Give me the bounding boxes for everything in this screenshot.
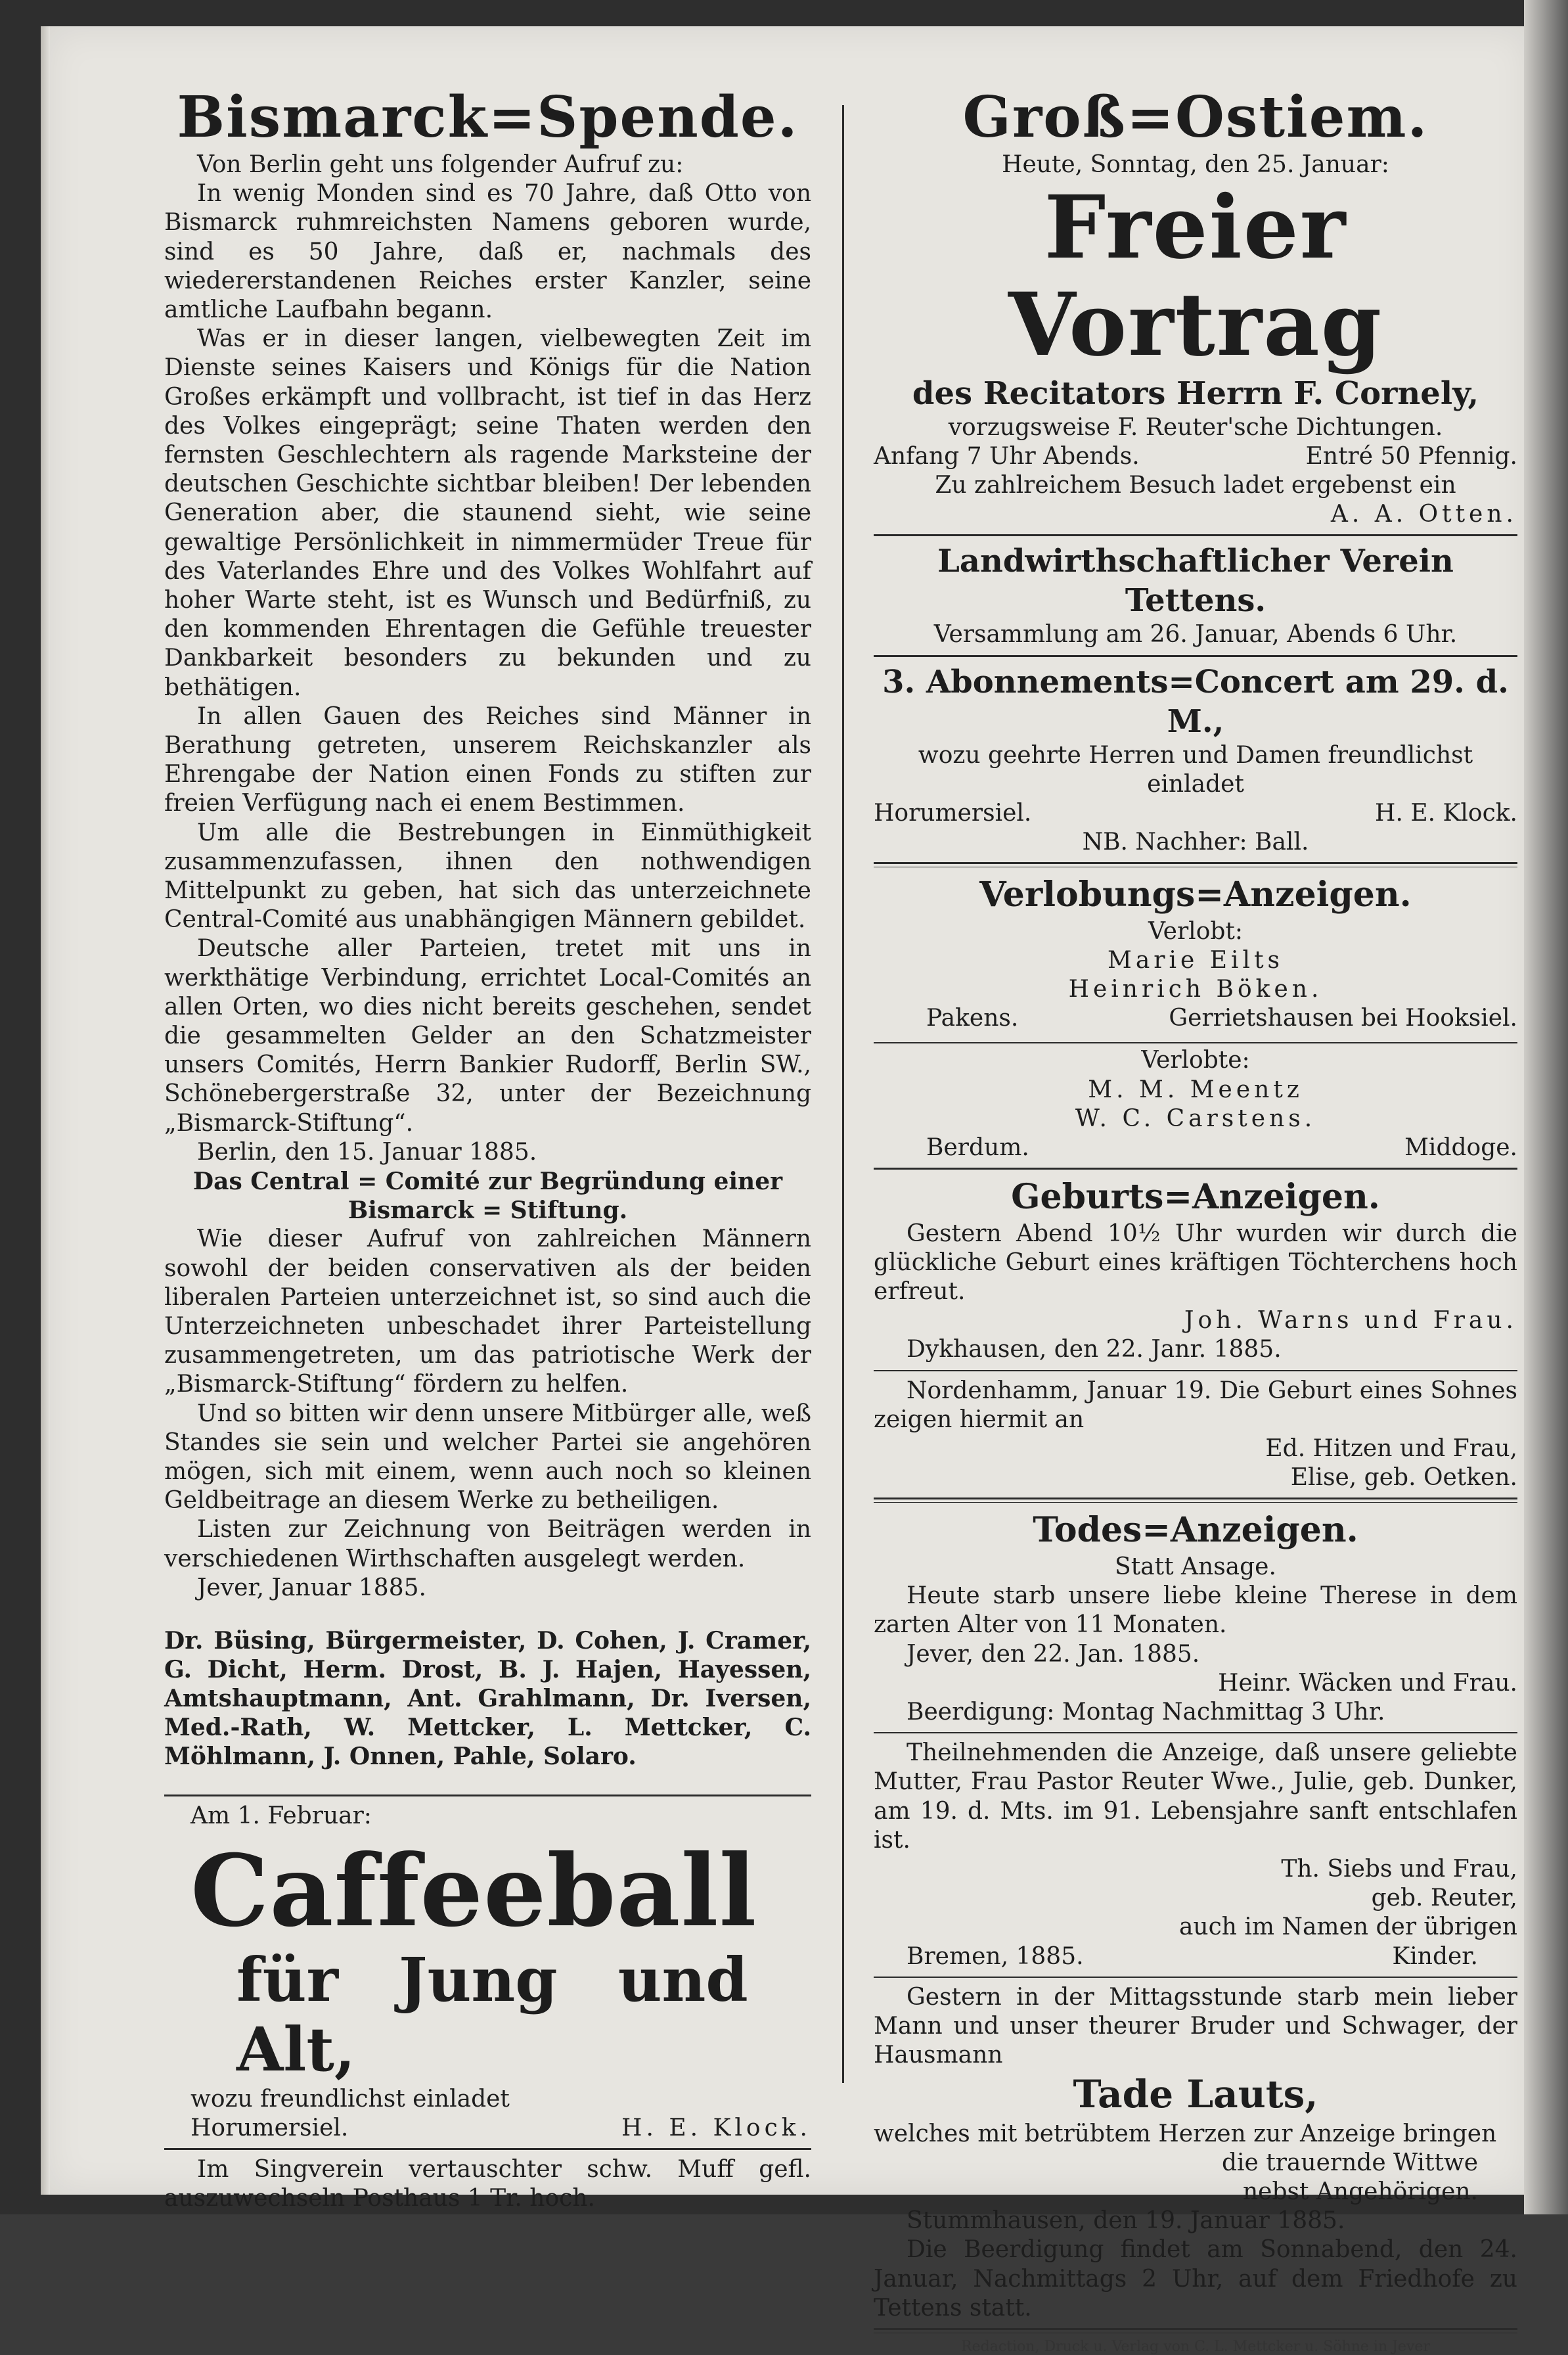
tod-3-names-2: nebst Angehörigen.: [1242, 2178, 1478, 2206]
divider: [164, 1795, 811, 1796]
divider: [874, 862, 1517, 867]
geburt-1-names: Joh. Warns und Frau.: [1184, 1307, 1517, 1335]
verlobte-places: [874, 1133, 1517, 1162]
verlobt-name-2: Heinrich Böken.: [1068, 976, 1323, 1003]
imprint-footer: Redaction, Druck u. Verlag von C. L. Mettcker u. Söhne in Jever: [961, 2339, 1430, 2355]
tod-2-names-2: geb. Reuter,: [1371, 1885, 1517, 1912]
divider: [874, 1498, 1517, 1503]
signers-list: Dr. Büsing, Bürgermeister, D. Cohen, J. Cramer, G. Dicht, Herm. Drost, B. J. Hajen, Hayessen, Amtshauptmann, Ant. Grahlmann, Dr. Iversen, Med.-Rath, W. Mettcker, L. Mettcker, C. Möhlmann, J. Onnen, Pahle, Solaro.: [164, 1627, 811, 1771]
ball-date: Am 1. Februar:: [190, 1802, 372, 1830]
tod-1-date: Jever, den 22. Jan. 1885.: [907, 1640, 1200, 1668]
todes-title: Todes=Anzeigen.: [1033, 1510, 1358, 1551]
ball-host: H. E. Klock.: [621, 2115, 811, 2142]
divider: [164, 2148, 811, 2150]
page-edge-right: [1524, 0, 1568, 2214]
tod-2-kinder: Kinder.: [1392, 1942, 1478, 1970]
left-column: [164, 85, 811, 2213]
tod-3-names-1: die trauernde Wittwe: [1221, 2149, 1478, 2176]
tod-3-beerdigung: Die Beerdigung findet am Sonnabend, den 24. Januar, Nachmittags 2 Uhr, auf dem Friedhofe zu Tettens statt.: [874, 2236, 1517, 2321]
ball-invite: wozu freundlichst einladet: [190, 2085, 510, 2113]
nb-line: NB. Nachher: Ball.: [1082, 828, 1309, 856]
geburt-2-names-1: Ed. Hitzen und Frau,: [1265, 1435, 1517, 1462]
verlobte-place-left: Berdum.: [926, 1133, 1029, 1161]
tod-2-names-3: auch im Namen der übrigen: [1178, 1913, 1517, 1941]
verlobt-place-left: Pakens.: [926, 1005, 1019, 1032]
gross-ostiem-title: Groß=Ostiem.: [962, 84, 1429, 150]
berlin-date: Berlin, den 15. Januar 1885.: [197, 1138, 537, 1166]
divider: [874, 1168, 1517, 1170]
right-column: [874, 85, 1517, 2355]
divider: [874, 1732, 1517, 1733]
paragraph-3: In allen Gauen des Reiches sind Männer in Berathung getreten, unserem Reichskanzler als Ehrengabe der Nation einen Fonds zu stiften zur freien Verfügung nach ei enem Bestimmen.: [164, 702, 811, 817]
verlobt-label: Verlobt:: [1148, 917, 1243, 945]
tod-2-text: Theilnehmenden die Anzeige, daß unsere geliebte Mutter, Frau Pastor Reuter Wwe., Julie, geb. Dunker, am 19. d. Mts. im 91. Lebensjahre sanft entschlafen ist.: [874, 1739, 1517, 1854]
tod-2-place: Bremen, 1885.: [907, 1942, 1084, 1970]
tod-1-text: Heute starb unsere liebe kleine Therese in dem zarten Alter von 11 Monaten.: [874, 1582, 1517, 1639]
tod-3-date: Stummhausen, den 19. Januar 1885.: [907, 2207, 1345, 2235]
tod-2-footer: [874, 1942, 1517, 1971]
concert-row: [874, 799, 1517, 828]
jever-date: Jever, Januar 1885.: [197, 1574, 426, 1601]
verlobt-name-1: Marie Eilts: [1107, 946, 1284, 974]
paragraph-1: In wenig Monden sind es 70 Jahre, daß Otto von Bismarck ruhmreichsten Namens geboren wurde, sind es 50 Jahre, daß er, nachmals des wiedererstandenen Reiches erster Kanzler, seine amtliche Laufbahn begann.: [164, 180, 811, 323]
verlobt-place-right: Gerrietshausen bei Hooksiel.: [1169, 1005, 1517, 1032]
tod-3-text: Gestern in der Mittagsstunde starb mein lieber Mann und unser theurer Bruder und Schwager, der Hausmann: [874, 1983, 1517, 2069]
paragraph-4: Um alle die Bestrebungen in Einmüthigkeit zusammenzufassen, ihnen den nothwendigen Mittelpunkt zu geben, hat sich das unterzeichnete Central-Comité aus unabhängigen Männern gebildet.: [164, 819, 811, 934]
divider: [874, 655, 1517, 657]
verein-title: Landwirthschaftlicher Verein Tettens.: [937, 543, 1454, 620]
concert-title: 3. Abonnements=Concert am 29. d. M.,: [882, 663, 1509, 740]
verlobte-name-2: W. C. Carstens.: [1075, 1105, 1316, 1132]
bismarck-title: Bismarck=Spende.: [177, 84, 799, 150]
geburt-1-text: Gestern Abend 10½ Uhr wurden wir durch die glückliche Geburt eines kräftigen Töchterchens hoch erfreut.: [874, 1220, 1517, 1305]
paragraph-2: Was er in dieser langen, vielbewegten Zeit im Dienste seines Kaisers und Königs für die Nation Großes erkämpft und vollbracht, ist tief in das Herz des Volkes eingeprägt; seine Thaten werden den fernsten Geschlechtern als ragende Marksteine der deutschen Geschichte sichtbar bleiben! Der lebenden Generation aber, die staunend sieht, wie seine gewaltige Persönlichkeit in nimmermüder Treue für des Vaterlandes Ehre und des Volkes Wohlfahrt auf hoher Warte steht, ist es Wunsch und Bedürfniß, zu den kommenden Ehrentagen die Gefühle treuester Dankbarkeit besonders zu bekunden und zu bethätigen.: [164, 325, 811, 701]
reuter-line: vorzugsweise F. Reuter'sche Dichtungen.: [948, 413, 1443, 441]
freier-vortrag-title: Freier Vortrag: [1008, 177, 1383, 376]
tod-1-beerdigung: Beerdigung: Montag Nachmittag 3 Uhr.: [907, 1699, 1385, 1726]
verlobte-name-1: M. M. Meentz: [1088, 1076, 1303, 1103]
ball-footer-row: [164, 2114, 811, 2143]
verlobt-places: [874, 1004, 1517, 1033]
concert-place: Horumersiel.: [874, 799, 1032, 827]
tade-lauts-name: Tade Lauts,: [1073, 2072, 1318, 2117]
column-divider: [842, 105, 844, 2083]
geburt-title: Geburts=Anzeigen.: [1011, 1176, 1380, 1217]
caffeeball-subtitle: für Jung und Alt,: [236, 1944, 748, 2086]
geburt-2-text: Nordenhamm, Januar 19. Die Geburt eines Sohnes zeigen hiermit an: [874, 1377, 1517, 1433]
concert-host: H. E. Klock.: [1375, 799, 1517, 827]
paragraph-8: Listen zur Zeichnung von Beiträgen werden in verschiedenen Wirthschaften ausgelegt werden.: [164, 1516, 811, 1572]
paragraph-6: Wie dieser Aufruf von zahlreichen Männern sowohl der beiden conservativen als der beiden liberalen Parteien unterzeichnet ist, so sind auch die Unterzeichneten unbeschadet ihrer Parteistellung zusammengetreten, um das patriotische Werk der „Bismarck-Stiftung“ fördern zu helfen.: [164, 1225, 811, 1398]
versammlung-line: Versammlung am 26. Januar, Abends 6 Uhr.: [933, 621, 1458, 649]
intro-line: Von Berlin geht uns folgender Aufruf zu:: [197, 150, 684, 178]
paragraph-7: Und so bitten wir denn unsere Mitbürger alle, weß Standes sie sein und welcher Partei sie angehören mögen, sich mit einem, wenn auch noch so kleinen Geldbeitrage an diesem Werke zu betheiligen.: [164, 1400, 811, 1515]
divider: [874, 534, 1517, 536]
muff-notice: Im Singverein vertauschter schw. Muff gefl. auszuwechseln Posthaus 1 Tr. hoch.: [164, 2156, 811, 2212]
recitator-line: des Recitators Herrn F. Cornely,: [912, 375, 1479, 412]
tod-2-names-1: Th. Siebs und Frau,: [1281, 1856, 1517, 1883]
tod-1-names: Heinr. Wäcken und Frau.: [1218, 1669, 1517, 1697]
divider: [874, 1977, 1517, 1978]
caffeeball-title: Caffeeball: [190, 1833, 757, 1950]
ball-place: Horumersiel.: [190, 2115, 349, 2142]
anfang: Anfang 7 Uhr Abends.: [874, 442, 1140, 470]
verlobte-place-right: Middoge.: [1404, 1133, 1517, 1161]
today-line: Heute, Sonntag, den 25. Januar:: [1002, 150, 1389, 178]
tod-3-anzeige: welches mit betrübtem Herzen zur Anzeige bringen: [874, 2120, 1497, 2147]
central-comite: Das Central = Comité zur Begründung einer Bismarck = Stiftung.: [192, 1168, 783, 1225]
verlobte-label: Verlobte:: [1141, 1047, 1250, 1074]
concert-text: wozu geehrte Herren und Damen freundlichst einladet: [918, 741, 1473, 798]
geburt-2-names-2: Elise, geb. Oetken.: [1290, 1464, 1517, 1492]
divider: [874, 2328, 1517, 2333]
geburt-1-date: Dykhausen, den 22. Janr. 1885.: [907, 1336, 1282, 1363]
divider: [874, 1042, 1517, 1043]
statt-ansage: Statt Ansage.: [1115, 1553, 1276, 1580]
divider: [874, 1370, 1517, 1371]
paragraph-5: Deutsche aller Parteien, tretet mit uns in werkthätige Verbindung, errichtet Local-Comités an allen Orten, wo dies nicht bereits geschehen, sendet die gesammelten Gelder an den Schatzmeister unsers Comités, Herrn Bankier Rudorff, Berlin SW., Schönebergerstraße 32, unter der Bezeichnung „Bismarck-Stiftung“.: [164, 935, 811, 1137]
anfang-row: [874, 442, 1517, 471]
entre: Entré 50 Pfennig.: [1305, 442, 1517, 470]
besuch-line: Zu zahlreichem Besuch ladet ergebenst ein: [935, 471, 1456, 499]
verlobung-title: Verlobungs=Anzeigen.: [979, 875, 1412, 915]
page-edge-left: [41, 26, 50, 2195]
otten-signature: A. A. Otten.: [1330, 501, 1517, 528]
